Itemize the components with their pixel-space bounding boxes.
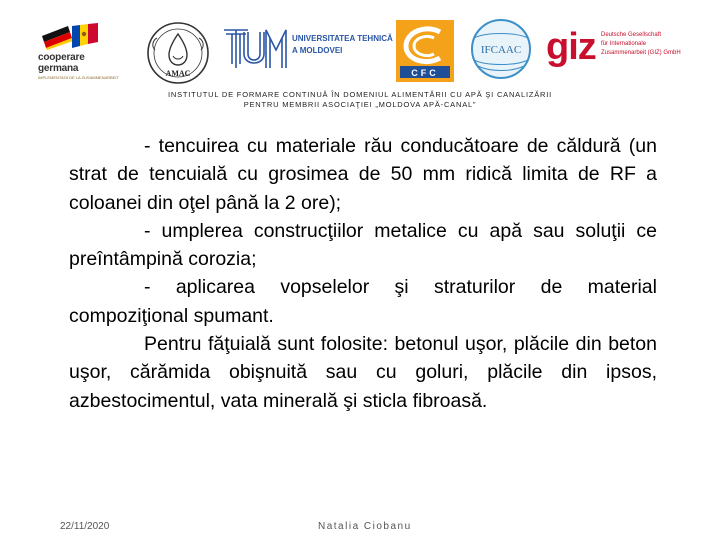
giz-mark: giz — [546, 26, 596, 68]
cfc-logo — [396, 20, 454, 82]
ifcaac-logo — [470, 18, 532, 80]
giz-name-line2: für Internationale — [601, 41, 647, 47]
utm-name-line1: UNIVERSITATEA TEHNICĂ — [292, 34, 393, 43]
german-moldovan-flags-icon — [40, 22, 102, 50]
institute-header — [0, 90, 720, 110]
paragraph-fatuiala: Pentru făţuială sunt folosite: betonul uşor, plăcile din beton uşor, cărămida obişnuită sau cu goluri, plăcile din ipsos, azbestocimentul, vata minerală şi sticla fibroasă. — [69, 333, 657, 412]
footer-author: Natalia Ciobanu — [318, 521, 412, 532]
ifcaac-label: IFCAAC — [480, 44, 522, 56]
institute-header-line2: PENTRU MEMBRII ASOCIAŢIEI „MOLDOVA APĂ-CANAL” — [243, 100, 477, 109]
amac-logo — [143, 20, 213, 86]
giz-name-line3: Zusammenarbeit (GIZ) GmbH — [601, 50, 681, 56]
giz-logo — [546, 24, 716, 70]
cooperare-germana-logo — [34, 22, 126, 78]
logo-bar — [0, 6, 720, 86]
paragraph-umplerea: - umplerea construcţiilor metalice cu apă sau soluţii ce preîntâmpină corozia; — [69, 219, 657, 271]
amac-label: AMAC — [165, 69, 191, 78]
amac-emblem-icon — [143, 20, 213, 86]
utm-monogram-icon — [222, 24, 290, 74]
utm-name-line2: A MOLDOVEI — [292, 46, 343, 55]
cfc-emblem-icon — [396, 20, 454, 82]
germana-text: germana — [38, 63, 79, 74]
utm-logo — [222, 24, 392, 74]
footer-date: 22/11/2020 — [60, 521, 110, 532]
cooperare-text: cooperare — [38, 52, 85, 63]
cfc-label: CFC — [411, 68, 439, 78]
ifcaac-emblem-icon — [470, 18, 532, 80]
cooperare-subtext: IMPLEMENTATA DE LA ZUSAMMENARBEIT — [38, 75, 119, 80]
paragraph-tencuirea: - tencuirea cu materiale rău conducătoare de căldură (un strat de tencuială cu grosimea de 50 mm ridică limita de RF a coloanei din oţel până la 2 ore); — [69, 135, 657, 214]
slide-body — [69, 132, 657, 415]
paragraph-aplicarea: - aplicarea vopselelor şi straturilor de material compoziţional spumant. — [69, 276, 657, 327]
institute-header-line1: INSTITUTUL DE FORMARE CONTINUĂ ÎN DOMENIUL ALIMENTĂRII CU APĂ ŞI CANALIZĂRII — [167, 90, 553, 99]
giz-name-line1: Deutsche Gesellschaft — [601, 32, 662, 38]
